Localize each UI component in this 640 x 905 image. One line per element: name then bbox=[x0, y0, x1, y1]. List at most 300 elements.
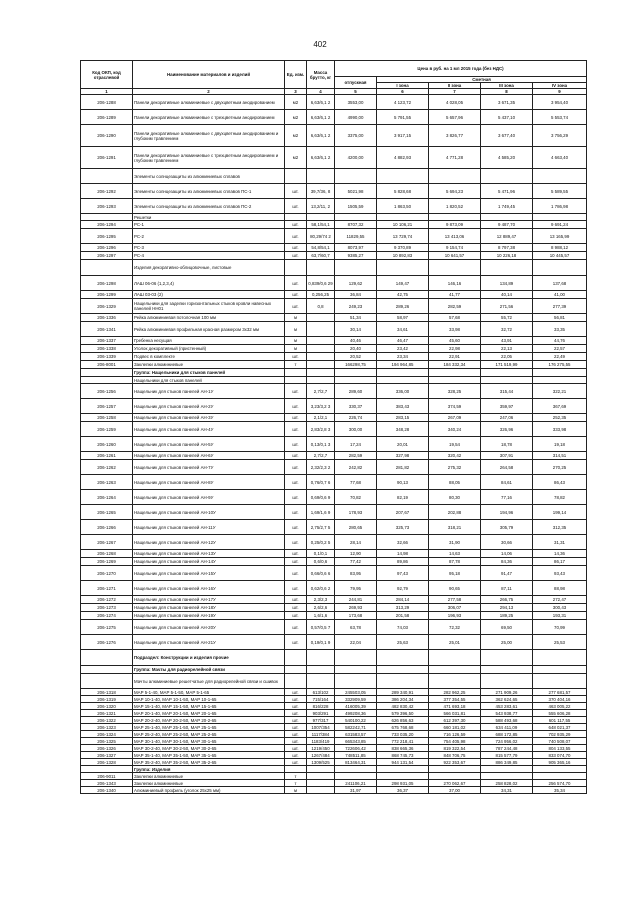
price-zone4-cell: 314,51 bbox=[533, 452, 587, 460]
unit-cell: шт. bbox=[285, 520, 307, 535]
price-zone4-cell: 277 681,57 bbox=[533, 689, 587, 696]
code-cell: 206-1327 bbox=[81, 752, 133, 759]
price-zone1-cell: 733 035,20 bbox=[377, 731, 429, 738]
price-zone4-cell bbox=[533, 169, 587, 184]
code-cell: 206-1295 bbox=[81, 229, 133, 244]
name-cell: Нащельник для стыков панелей АН-21У bbox=[133, 635, 285, 650]
price-outgoing-cell: 166298,75 bbox=[335, 361, 377, 369]
price-zone4-cell bbox=[533, 377, 587, 384]
code-cell bbox=[81, 214, 133, 221]
unit-cell: шт. bbox=[285, 460, 307, 475]
mass-cell bbox=[307, 314, 335, 322]
unit-cell: т bbox=[285, 780, 307, 787]
price-outgoing-cell: 242,82 bbox=[335, 460, 377, 475]
code-cell: 206-1261 bbox=[81, 452, 133, 460]
price-zone3-cell: 543 938,77 bbox=[481, 710, 533, 717]
unit-cell: шт. bbox=[285, 581, 307, 596]
price-zone2-cell: 80,30 bbox=[429, 490, 481, 505]
name-cell: Нащельник для стыков панелей АН-1У bbox=[133, 384, 285, 399]
price-zone1-cell: 201,58 bbox=[377, 612, 429, 620]
unit-cell: шт. bbox=[285, 759, 307, 766]
table-row bbox=[81, 399, 587, 414]
table-row bbox=[81, 95, 587, 110]
price-zone2-cell: 819 322,54 bbox=[429, 745, 481, 752]
price-zone1-cell: 90,13 bbox=[377, 475, 429, 490]
price-outgoing-cell: 3553,00 bbox=[335, 95, 377, 110]
code-cell: 206-1292 bbox=[81, 184, 133, 199]
mass-cell: 2,7/2,7 bbox=[307, 452, 335, 460]
price-outgoing-cell: 4200,00 bbox=[335, 147, 377, 169]
price-outgoing-cell: 79,95 bbox=[335, 581, 377, 596]
code-cell bbox=[81, 766, 133, 773]
unit-cell: м2 bbox=[285, 147, 307, 169]
unit-cell: шт. bbox=[285, 229, 307, 244]
price-zone1-cell: 1 863,50 bbox=[377, 199, 429, 214]
price-zone3-cell: 264,58 bbox=[481, 460, 533, 475]
price-zone2-cell: 87,78 bbox=[429, 558, 481, 566]
table-row bbox=[81, 703, 587, 710]
price-outgoing-cell bbox=[335, 377, 377, 384]
price-zone1-cell: 46,47 bbox=[377, 337, 429, 345]
mass-cell: 2,83/2,8 3 bbox=[307, 422, 335, 437]
price-zone4-cell: 44,76 bbox=[533, 337, 587, 345]
code-cell: 206-1329 bbox=[81, 299, 133, 314]
price-zone4-cell: 333,98 bbox=[533, 422, 587, 437]
price-zone3-cell: 22,05 bbox=[481, 353, 533, 361]
price-outgoing-cell: 300,00 bbox=[335, 422, 377, 437]
price-zone4-cell: 370 404,16 bbox=[533, 696, 587, 703]
price-zone1-cell: 298 931,05 bbox=[377, 780, 429, 787]
price-zone2-cell: 275,32 bbox=[429, 460, 481, 475]
code-cell: 206-1268 bbox=[81, 550, 133, 558]
price-zone2-cell: 57,68 bbox=[429, 314, 481, 322]
price-outgoing-cell: 280,65 bbox=[335, 520, 377, 535]
price-outgoing-cell: 245503,05 bbox=[335, 689, 377, 696]
name-cell: Нащельник для стыков панелей АН-13У bbox=[133, 550, 285, 558]
mass-cell bbox=[307, 260, 335, 276]
mass-cell bbox=[307, 369, 335, 377]
price-zone4-cell bbox=[533, 650, 587, 666]
mass-cell: 0,76/0,7 6 bbox=[307, 475, 335, 490]
mass-cell bbox=[307, 780, 335, 787]
price-zone2-cell bbox=[429, 650, 481, 666]
code-cell: 206-1294 bbox=[81, 221, 133, 229]
table-row bbox=[81, 369, 587, 377]
price-outgoing-cell: 631583,57 bbox=[335, 731, 377, 738]
mass-cell: 6,63/6,1 2 bbox=[307, 95, 335, 110]
price-zone2-cell: 41,77 bbox=[429, 291, 481, 299]
price-zone2-cell bbox=[429, 666, 481, 674]
price-zone4-cell: 3 954,40 bbox=[533, 95, 587, 110]
table-row bbox=[81, 199, 587, 214]
mass-cell bbox=[307, 377, 335, 384]
price-zone1-cell: 92,79 bbox=[377, 581, 429, 596]
price-zone4-cell: 70,99 bbox=[533, 620, 587, 635]
code-cell: 206-1293 bbox=[81, 199, 133, 214]
name-cell: Группа: Изделия bbox=[133, 766, 285, 773]
code-cell: 206-1271 bbox=[81, 581, 133, 596]
price-zone3-cell: 32,72 bbox=[481, 322, 533, 337]
table-row bbox=[81, 322, 587, 337]
price-outgoing-cell: 665343,85 bbox=[335, 738, 377, 745]
name-cell: Заклепки алюминиевые bbox=[133, 780, 285, 787]
price-zone3-cell: 77,16 bbox=[481, 490, 533, 505]
price-zone4-cell: 86,17 bbox=[533, 558, 587, 566]
code-cell: 206-1299 bbox=[81, 291, 133, 299]
colnum: 2 bbox=[133, 89, 285, 95]
price-zone3-cell: 3 671,35 bbox=[481, 95, 533, 110]
price-zone3-cell: 359,97 bbox=[481, 399, 533, 414]
unit-cell: шт. bbox=[285, 604, 307, 612]
price-zone2-cell: 9 154,74 bbox=[429, 244, 481, 252]
price-outgoing-cell bbox=[335, 666, 377, 674]
price-zone2-cell: 4 771,28 bbox=[429, 147, 481, 169]
name-cell: Рейка алюминиевая потолочная 100 мм bbox=[133, 314, 285, 322]
unit-cell: шт. bbox=[285, 414, 307, 422]
price-outgoing-cell: 12,90 bbox=[335, 550, 377, 558]
price-zone2-cell: 37,00 bbox=[429, 787, 481, 794]
name-cell: Нащельник для стыков панелей АН-4У bbox=[133, 422, 285, 437]
unit-cell: шт. bbox=[285, 550, 307, 558]
table-row bbox=[81, 221, 587, 229]
price-zone3-cell: 266,75 bbox=[481, 596, 533, 604]
price-zone2-cell: 270 062,67 bbox=[429, 780, 481, 787]
price-outgoing-cell: 416005,39 bbox=[335, 703, 377, 710]
code-cell bbox=[81, 650, 133, 666]
unit-cell: м2 bbox=[285, 110, 307, 125]
price-zone2-cell: 33,98 bbox=[429, 322, 481, 337]
price-zone3-cell: 18,78 bbox=[481, 437, 533, 452]
price-outgoing-cell: 31,97 bbox=[335, 787, 377, 794]
code-cell: 206-1343 bbox=[81, 780, 133, 787]
unit-cell: шт. bbox=[285, 505, 307, 520]
unit-cell: шт. bbox=[285, 184, 307, 199]
mass-cell: 2,75/2,7 5 bbox=[307, 520, 335, 535]
price-zone1-cell: 289,26 bbox=[377, 299, 429, 314]
price-zone4-cell: 270,25 bbox=[533, 460, 587, 475]
name-cell: Изделия декоративно-облицовочные, листовые bbox=[133, 260, 285, 276]
price-zone4-cell: 5 553,74 bbox=[533, 110, 587, 125]
mass-cell: 0,8 bbox=[307, 299, 335, 314]
unit-cell: шт. bbox=[285, 299, 307, 314]
price-zone4-cell: 193,31 bbox=[533, 612, 587, 620]
price-outgoing-cell bbox=[335, 214, 377, 221]
price-zone2-cell: 88,05 bbox=[429, 475, 481, 490]
price-zone1-cell: 386 204,34 bbox=[377, 696, 429, 703]
mass-cell: 1,6/1,6 bbox=[307, 612, 335, 620]
mass-cell bbox=[307, 674, 335, 689]
price-zone2-cell: 318,21 bbox=[429, 520, 481, 535]
price-zone1-cell: 82,19 bbox=[377, 490, 429, 505]
price-zone1-cell: 194 964,85 bbox=[377, 361, 429, 369]
price-zone4-cell: 367,69 bbox=[533, 399, 587, 414]
table-row bbox=[81, 291, 587, 299]
price-zone1-cell bbox=[377, 766, 429, 773]
price-zone3-cell: 315,44 bbox=[481, 384, 533, 399]
price-zone4-cell: 5 589,55 bbox=[533, 184, 587, 199]
mass-cell: 6,63/6,1 2 bbox=[307, 147, 335, 169]
name-cell: РС-2 bbox=[133, 229, 285, 244]
price-zone2-cell: 95,18 bbox=[429, 566, 481, 581]
unit-cell: шт. bbox=[285, 252, 307, 260]
code-cell: 206-1267 bbox=[81, 535, 133, 550]
price-zone3-cell: 34,31 bbox=[481, 787, 533, 794]
code-cell: 206-1274 bbox=[81, 612, 133, 620]
price-outgoing-cell: 11829,55 bbox=[335, 229, 377, 244]
name-cell: Нащельник для стыков панелей АН-19У bbox=[133, 612, 285, 620]
price-outgoing-cell: 9385,27 bbox=[335, 252, 377, 260]
code-cell: 206-1340 bbox=[81, 787, 133, 794]
price-zone2-cell: 31,90 bbox=[429, 535, 481, 550]
price-zone3-cell: 271 909,26 bbox=[481, 689, 533, 696]
mass-cell bbox=[307, 666, 335, 674]
name-cell: МАР 30-1-40, МАР 30-1-50, МАР 30-1-65 bbox=[133, 738, 285, 745]
price-zone2-cell: 14,63 bbox=[429, 550, 481, 558]
price-zone3-cell: 688 172,85 bbox=[481, 731, 533, 738]
price-zone2-cell bbox=[429, 377, 481, 384]
unit-cell: шт. bbox=[285, 535, 307, 550]
price-outgoing-cell bbox=[335, 766, 377, 773]
price-outgoing-cell: 20,52 bbox=[335, 353, 377, 361]
table-row bbox=[81, 620, 587, 635]
name-cell: Панели декоративные алюминиевые с двухцветным анодированием bbox=[133, 95, 285, 110]
price-zone2-cell bbox=[429, 369, 481, 377]
price-zone3-cell: 4 585,20 bbox=[481, 147, 533, 169]
price-zone3-cell: 30,66 bbox=[481, 535, 533, 550]
table-row bbox=[81, 773, 587, 780]
mass-cell: 80,29/74 2 bbox=[307, 229, 335, 244]
name-cell: Панели декоративные алюминиевые с двухцветным анодированием и глубоким травлением bbox=[133, 125, 285, 147]
table-row bbox=[81, 696, 587, 703]
table-row bbox=[81, 345, 587, 353]
code-cell: 206-1262 bbox=[81, 460, 133, 475]
mass-cell: 13,2/11, 2 bbox=[307, 199, 335, 214]
price-zone2-cell: 1 820,52 bbox=[429, 199, 481, 214]
mass-cell bbox=[307, 322, 335, 337]
price-outgoing-cell: 499208,36 bbox=[335, 710, 377, 717]
header-zone-3: III зона bbox=[481, 83, 533, 89]
price-outgoing-cell: 330,37 bbox=[335, 399, 377, 414]
price-zone2-cell: 377 354,55 bbox=[429, 696, 481, 703]
price-zone3-cell: 258 828,02 bbox=[481, 780, 533, 787]
unit-cell: шт. bbox=[285, 724, 307, 731]
price-zone1-cell bbox=[377, 674, 429, 689]
mass-cell bbox=[307, 650, 335, 666]
name-cell: Группа: Мачты для радиорелейной связи bbox=[133, 666, 285, 674]
price-zone3-cell: 5 437,10 bbox=[481, 110, 533, 125]
price-outgoing-cell bbox=[335, 369, 377, 377]
table-row bbox=[81, 337, 587, 345]
price-zone3-cell: 12 889,47 bbox=[481, 229, 533, 244]
price-outgoing-cell: 8073,97 bbox=[335, 244, 377, 252]
price-zone3-cell bbox=[481, 766, 533, 773]
table-row bbox=[81, 452, 587, 460]
code-cell: 206-1270 bbox=[81, 566, 133, 581]
unit-cell: м bbox=[285, 337, 307, 345]
table-row bbox=[81, 558, 587, 566]
price-zone1-cell: 838 665,36 bbox=[377, 745, 429, 752]
unit-cell: шт. bbox=[285, 490, 307, 505]
colnum: 1 bbox=[81, 89, 133, 95]
unit-cell bbox=[285, 260, 307, 276]
price-zone2-cell: 340,24 bbox=[429, 422, 481, 437]
price-zone2-cell: 202,88 bbox=[429, 505, 481, 520]
mass-cell bbox=[307, 214, 335, 221]
table-row bbox=[81, 724, 587, 731]
table-row bbox=[81, 581, 587, 596]
name-cell: Нащельник для стыков панелей АН-16У bbox=[133, 581, 285, 596]
price-zone1-cell: 25,63 bbox=[377, 635, 429, 650]
table-row bbox=[81, 252, 587, 260]
table-row bbox=[81, 214, 587, 221]
page-number: 402 bbox=[313, 40, 327, 49]
code-cell: 206-1325 bbox=[81, 738, 133, 745]
price-zone4-cell: 9 691,24 bbox=[533, 221, 587, 229]
price-table bbox=[80, 60, 587, 794]
price-outgoing-cell: 129,62 bbox=[335, 276, 377, 291]
code-cell bbox=[81, 674, 133, 689]
unit-cell: м bbox=[285, 322, 307, 337]
table-row bbox=[81, 520, 587, 535]
price-zone1-cell: 348,28 bbox=[377, 422, 429, 437]
price-zone3-cell: 724 956,02 bbox=[481, 738, 533, 745]
price-zone1-cell: 327,98 bbox=[377, 452, 429, 460]
mass-cell bbox=[307, 345, 335, 353]
unit-cell: шт. bbox=[285, 291, 307, 299]
price-zone2-cell: 25,01 bbox=[429, 635, 481, 650]
price-zone1-cell: 23,42 bbox=[377, 345, 429, 353]
code-cell: 206-1276 bbox=[81, 635, 133, 650]
header-estimated: Сметная bbox=[377, 77, 587, 83]
code-cell: 206-1256 bbox=[81, 384, 133, 399]
price-zone1-cell: 10 892,83 bbox=[377, 252, 429, 260]
price-outgoing-cell: 30,14 bbox=[335, 322, 377, 337]
price-zone4-cell: 22,49 bbox=[533, 353, 587, 361]
price-outgoing-cell bbox=[335, 169, 377, 184]
price-zone4-cell: 8 988,12 bbox=[533, 244, 587, 252]
price-outgoing-cell: 748511,85 bbox=[335, 752, 377, 759]
code-cell: 206-1320 bbox=[81, 703, 133, 710]
code-cell: 206-1336 bbox=[81, 314, 133, 322]
table-row bbox=[81, 110, 587, 125]
price-outgoing-cell: 813464,31 bbox=[335, 759, 377, 766]
price-zone4-cell: 19,18 bbox=[533, 437, 587, 452]
code-cell: 206-1266 bbox=[81, 520, 133, 535]
price-zone3-cell: 294,13 bbox=[481, 604, 533, 612]
table-row bbox=[81, 738, 587, 745]
table-row bbox=[81, 361, 587, 369]
table-row bbox=[81, 505, 587, 520]
price-outgoing-cell: 540100,22 bbox=[335, 717, 377, 724]
unit-cell: шт. bbox=[285, 452, 307, 460]
price-zone1-cell: 284,14 bbox=[377, 596, 429, 604]
price-zone1-cell: 5 791,55 bbox=[377, 110, 429, 125]
price-zone1-cell: 5 828,68 bbox=[377, 184, 429, 199]
name-cell: Мачты алюминиевые решетчатые для радиорелейной связи и сшивок bbox=[133, 674, 285, 689]
price-zone3-cell: 362 624,65 bbox=[481, 696, 533, 703]
unit-cell bbox=[285, 214, 307, 221]
price-zone1-cell: 14,98 bbox=[377, 550, 429, 558]
name-cell: Нащельник для стыков панелей АН-2У bbox=[133, 399, 285, 414]
name-cell: МАР 15-1-40, МАР 15-1-50, МАР 15-1-65 bbox=[133, 703, 285, 710]
mass-cell: 715/164 bbox=[307, 696, 335, 703]
price-zone3-cell bbox=[481, 260, 533, 276]
name-cell: Нащельник для стыков панелей АН-12У bbox=[133, 535, 285, 550]
price-zone4-cell: 4 663,40 bbox=[533, 147, 587, 169]
price-zone3-cell: 194,96 bbox=[481, 505, 533, 520]
price-zone4-cell: 14,36 bbox=[533, 550, 587, 558]
price-zone1-cell: 868 745,73 bbox=[377, 752, 429, 759]
unit-cell: шт. bbox=[285, 710, 307, 717]
price-outgoing-cell: 63,78 bbox=[335, 620, 377, 635]
unit-cell: м bbox=[285, 787, 307, 794]
code-cell: 206-1328 bbox=[81, 759, 133, 766]
mass-cell: 0,57/0,5 7 bbox=[307, 620, 335, 635]
price-zone4-cell bbox=[533, 674, 587, 689]
price-zone1-cell: 283,15 bbox=[377, 414, 429, 422]
price-zone1-cell: 626 856,63 bbox=[377, 717, 429, 724]
unit-cell: шт. bbox=[285, 558, 307, 566]
name-cell: Нащельник для стыков панелей АН-15У bbox=[133, 566, 285, 581]
price-zone2-cell: 754 405,98 bbox=[429, 738, 481, 745]
code-cell bbox=[81, 369, 133, 377]
unit-cell: шт. bbox=[285, 689, 307, 696]
name-cell: Нащельник для стыков панелей АН-11У bbox=[133, 520, 285, 535]
price-zone3-cell: 453 283,61 bbox=[481, 703, 533, 710]
price-zone4-cell bbox=[533, 666, 587, 674]
colnum: 3 bbox=[285, 89, 307, 95]
price-zone3-cell: 815 577,79 bbox=[481, 752, 533, 759]
header-zone-2: II зона bbox=[429, 83, 481, 89]
colnum: 6 bbox=[377, 89, 429, 95]
name-cell: Подвес в комплекте bbox=[133, 353, 285, 361]
price-zone4-cell: 88,98 bbox=[533, 581, 587, 596]
unit-cell: шт. bbox=[285, 612, 307, 620]
price-zone4-cell: 804 133,55 bbox=[533, 745, 587, 752]
mass-cell: 1267/484 bbox=[307, 752, 335, 759]
price-zone4-cell: 463 005,22 bbox=[533, 703, 587, 710]
price-zone4-cell: 740 508,07 bbox=[533, 738, 587, 745]
mass-cell: 0,256,25 bbox=[307, 291, 335, 299]
price-zone1-cell: 325,73 bbox=[377, 520, 429, 535]
mass-cell: 0,62/0,6 2 bbox=[307, 581, 335, 596]
name-cell: Нащельник для стыков панелей АН-17У bbox=[133, 596, 285, 604]
table-row bbox=[81, 717, 587, 724]
price-zone2-cell: 848 706,75 bbox=[429, 752, 481, 759]
price-zone3-cell: 247,06 bbox=[481, 414, 533, 422]
table-row bbox=[81, 550, 587, 558]
table-row bbox=[81, 731, 587, 738]
price-zone2-cell: 5 657,96 bbox=[429, 110, 481, 125]
code-cell: 206-1291 bbox=[81, 147, 133, 169]
price-zone1-cell: 772 218,41 bbox=[377, 738, 429, 745]
price-zone2-cell: 13 413,06 bbox=[429, 229, 481, 244]
unit-cell: шт. bbox=[285, 717, 307, 724]
price-outgoing-cell: 269,93 bbox=[335, 604, 377, 612]
colnum: 4 bbox=[307, 89, 335, 95]
price-zone2-cell bbox=[429, 260, 481, 276]
name-cell: Уголок декоративный (пристенный) bbox=[133, 345, 285, 353]
table-row bbox=[81, 414, 587, 422]
unit-cell: шт. bbox=[285, 437, 307, 452]
price-outgoing-cell: 5021,98 bbox=[335, 184, 377, 199]
table-row bbox=[81, 422, 587, 437]
table-row bbox=[81, 276, 587, 291]
price-zone1-cell bbox=[377, 260, 429, 276]
name-cell: ЛАШ 03-03 (2) bbox=[133, 291, 285, 299]
price-zone4-cell: 3 756,29 bbox=[533, 125, 587, 147]
price-zone1-cell: 289 340,91 bbox=[377, 689, 429, 696]
